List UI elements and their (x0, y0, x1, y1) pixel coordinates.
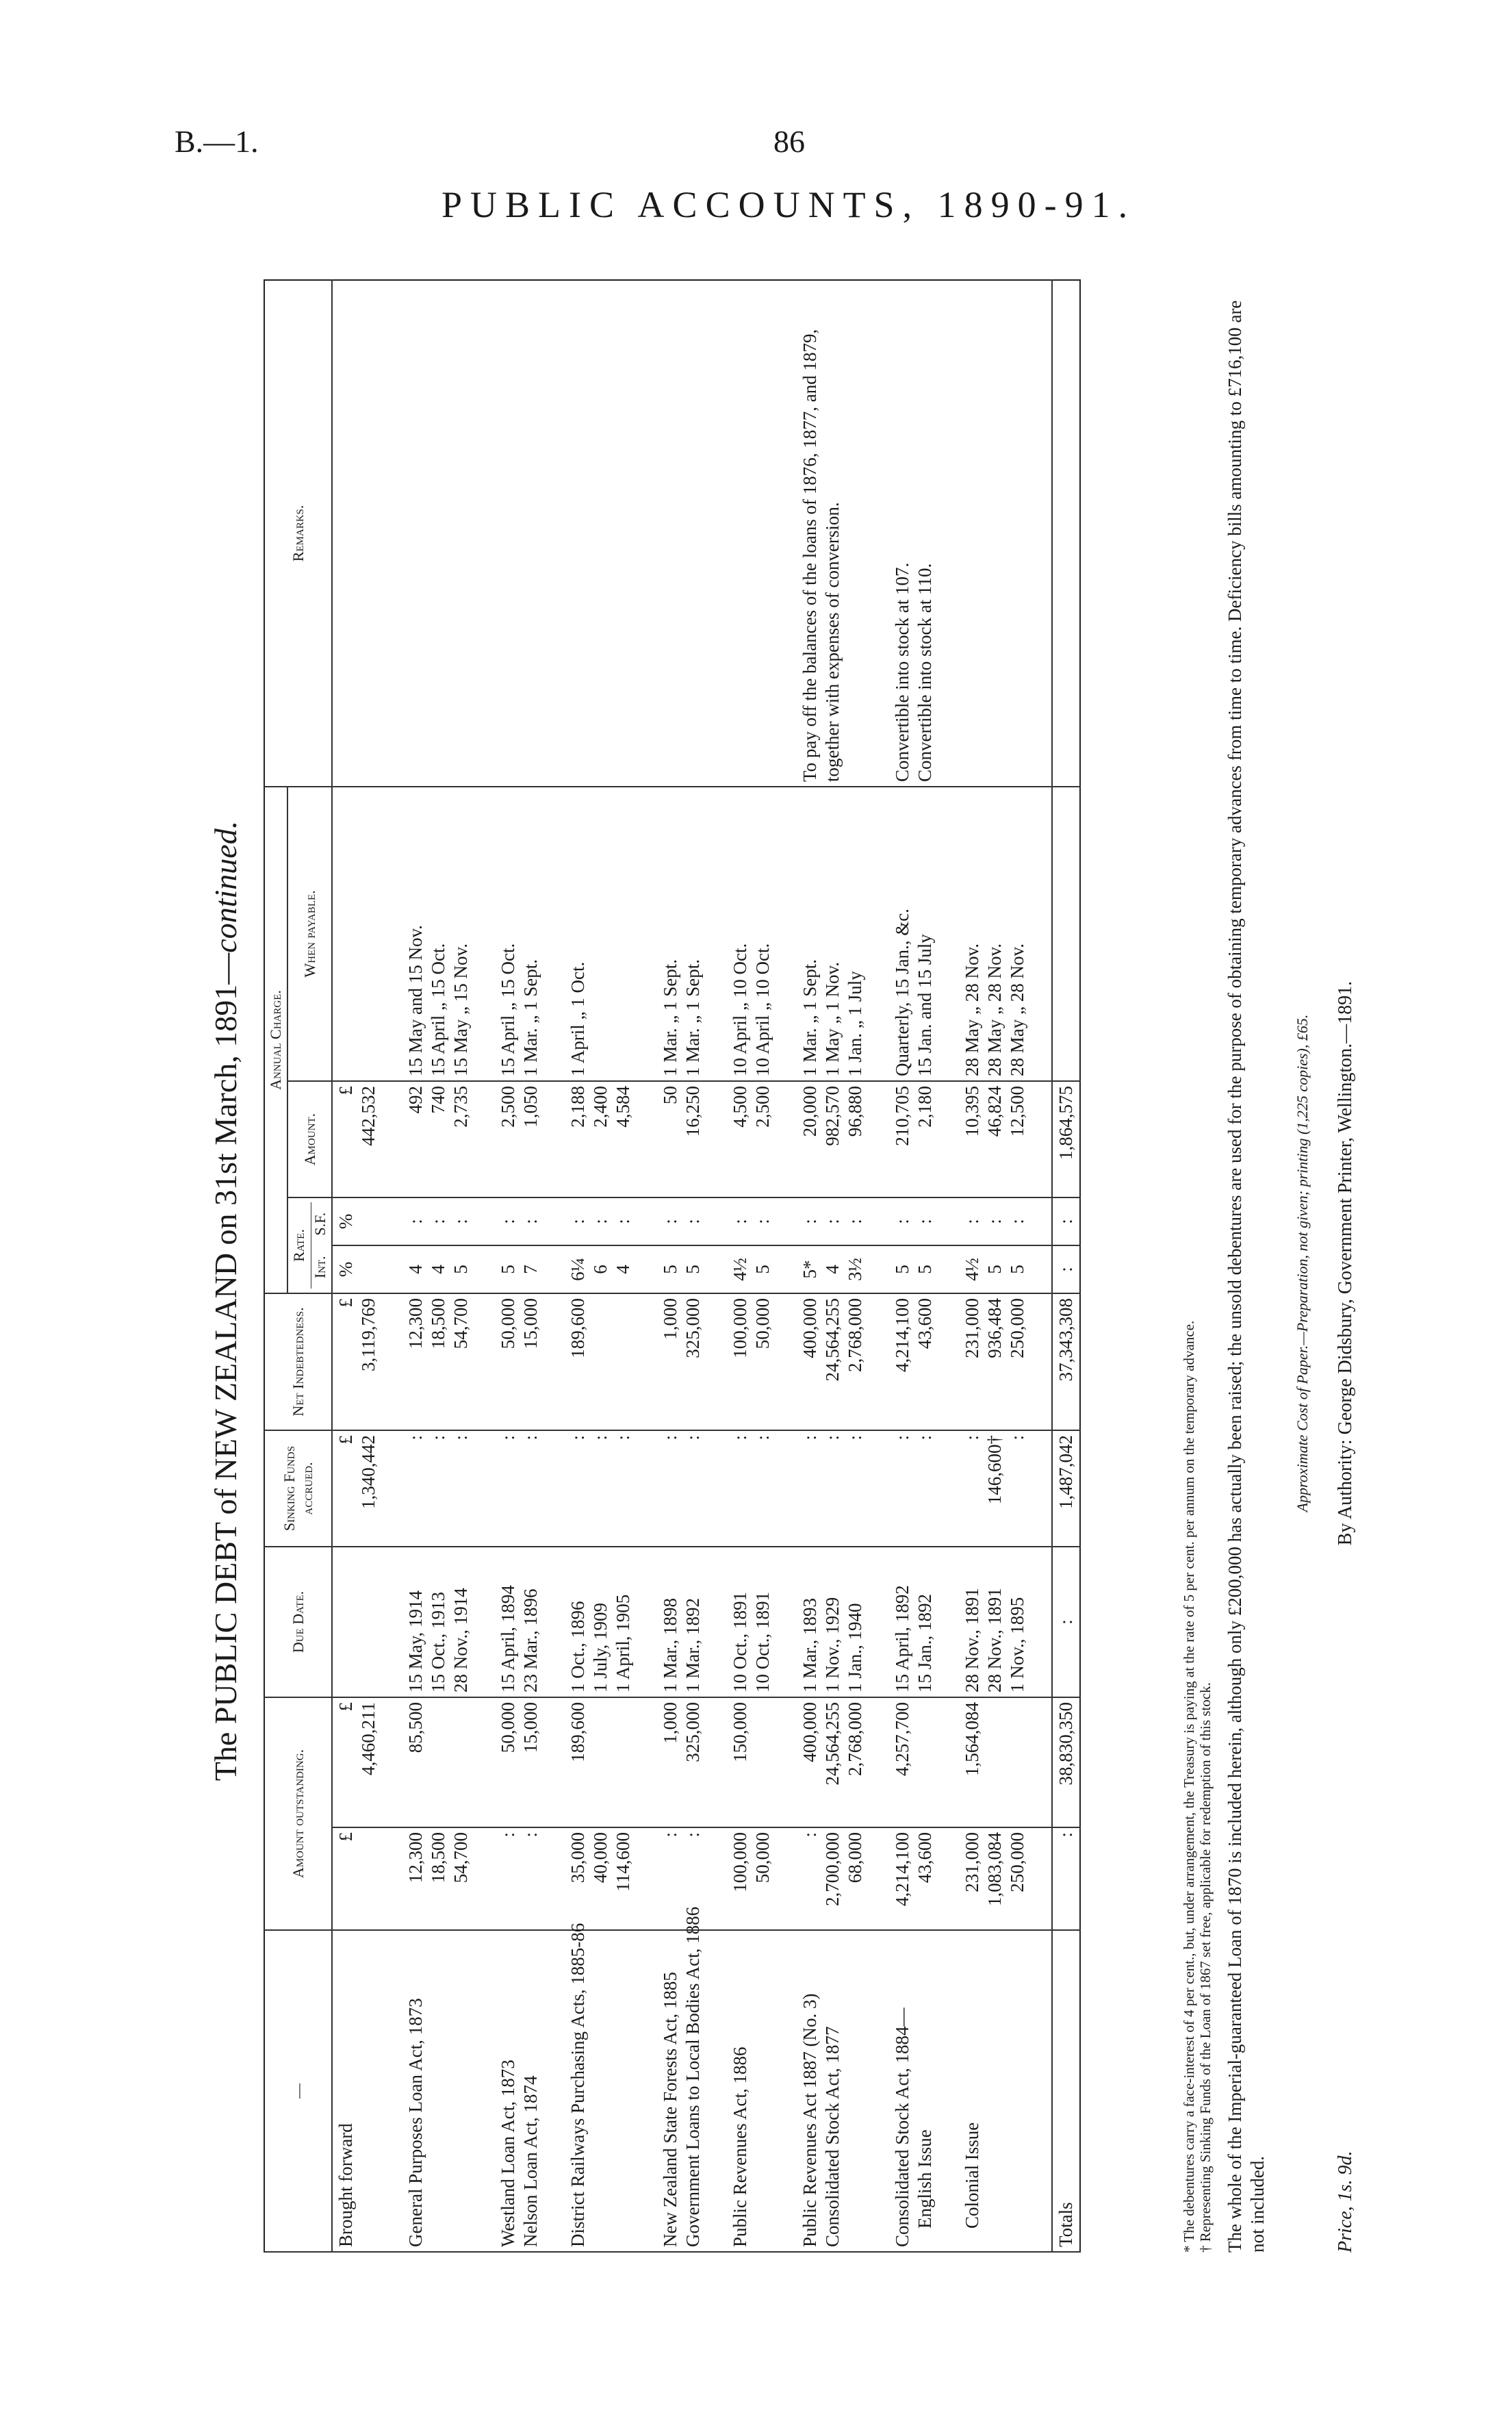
cell-total: 150,000 (727, 1697, 776, 1827)
cell-sinking: : 146,600† : (959, 1430, 1031, 1547)
cell-net: 189,600 (565, 1293, 637, 1430)
totals-remarks (1052, 280, 1080, 787)
price: Price, 1s. 9d. (1335, 2151, 1356, 2253)
table-body (332, 280, 1080, 2252)
cell-amount: 50 16,250 (657, 1081, 706, 1197)
cell-amount: 210,705 2,180 (889, 1081, 938, 1197)
cell-int: 4 4 5 (402, 1245, 474, 1293)
row-spacer (382, 280, 402, 2252)
cell-amount: 2,188 2,400 4,584 (565, 1081, 637, 1197)
cell-sinking: : : (889, 1430, 938, 1547)
table-row (402, 280, 474, 2252)
cell-remarks: Convertible into stock at 107. Convertible into stock at 110. (889, 280, 938, 787)
cell-loan: Westland Loan Act, 1873 Nelson Loan Act, 1874 (495, 1930, 544, 2252)
row-spacer (938, 280, 959, 2252)
cell-remarks (402, 280, 474, 787)
cell-parts: 100,000 50,000 (727, 1827, 776, 1930)
cell-sinking: : : : (402, 1430, 474, 1547)
cell-sf: % (332, 1197, 382, 1245)
cell-due: 1 Mar., 1898 1 Mar., 1892 (657, 1547, 706, 1697)
cell-due: 15 May, 1914 15 Oct., 1913 28 Nov., 1914 (402, 1547, 474, 1697)
table-title-main: The PUBLIC DEBT of NEW ZEALAND on 31st March, 1891— (208, 952, 243, 1782)
cell-int: 5 7 (495, 1245, 544, 1293)
header-int: Int. (311, 1256, 329, 1279)
header-amount: Amount. (287, 1081, 332, 1197)
totals-row (1052, 280, 1080, 2252)
cell-int: 6¼ 6 4 (565, 1245, 637, 1293)
header-amount-outstanding: Amount outstanding. (264, 1697, 332, 1930)
table-row (727, 280, 776, 2252)
cell-sf: : : (889, 1197, 938, 1245)
header-sinking-funds: Sinking Funds accrued. (264, 1430, 332, 1547)
cell-int: 5 5 (889, 1245, 938, 1293)
imperial-loan-note: The whole of the Imperial-guaranteed Loan of 1870 is included herein, although only £200,000 has actually been raised; the unsold debentures are used for the purpose of obtaining temporary advances from time to time. Deficiency bills amounting to £716,100 are not included. (1225, 300, 1268, 2253)
table-row (797, 280, 869, 2252)
cell-amount: 2,500 1,050 (495, 1081, 544, 1197)
cell-net: 4,214,100 43,600 (889, 1293, 938, 1430)
row-spacer (1031, 280, 1052, 2252)
row-spacer (869, 280, 889, 2252)
header-remarks: Remarks. (264, 280, 332, 787)
cell-amount: 492 740 2,735 (402, 1081, 474, 1197)
cell-when (332, 787, 382, 1081)
totals-parts: : (1052, 1827, 1080, 1930)
cell-net: 100,000 50,000 (727, 1293, 776, 1430)
header-when-payable: When payable. (287, 787, 332, 1081)
header-loan: — (264, 1930, 332, 2252)
cell-loan: General Purposes Loan Act, 1873 (402, 1930, 474, 2252)
table-row (657, 280, 706, 2252)
cell-net: 12,300 18,500 54,700 (402, 1293, 474, 1430)
cell-parts: : 2,700,000 68,000 (797, 1827, 869, 1930)
cell-total: 85,500 (402, 1697, 474, 1827)
cell-sf: : : (657, 1197, 706, 1245)
approximate-cost: Approximate Cost of Paper.—Preparation, not given; printing (1,225 copies), £65. (1294, 1014, 1311, 1512)
cell-loan: District Railways Purchasing Acts, 1885-86 (565, 1930, 637, 2252)
cell-remarks: To pay off the balances of the loans of 1876, 1877, and 1879, together with expenses of conversion. (797, 280, 869, 787)
cell-total: 189,600 (565, 1697, 637, 1827)
cell-parts: : : (657, 1827, 706, 1930)
cell-sf: : : (727, 1197, 776, 1245)
table-title (205, 377, 246, 2225)
page-number: 86 (773, 124, 805, 159)
totals-amount: 1,864,575 (1052, 1081, 1080, 1197)
row-spacer (544, 280, 565, 2252)
cell-net: £ 3,119,769 (332, 1293, 382, 1430)
cell-due: 1 Mar., 1893 1 Nov., 1929 1 Jan., 1940 (797, 1547, 869, 1697)
cell-int: 5 5 (657, 1245, 706, 1293)
cell-amount: 20,000 982,570 96,880 (797, 1081, 869, 1197)
cell-net: 400,000 24,564,255 2,768,000 (797, 1293, 869, 1430)
totals-due: : (1052, 1547, 1080, 1697)
cell-sinking: £ 1,340,442 (332, 1430, 382, 1547)
totals-loan: Totals (1052, 1930, 1080, 2252)
row-spacer (776, 280, 797, 2252)
table-row (959, 280, 1031, 2252)
cell-sf: : : : (959, 1197, 1031, 1245)
header-rate (287, 1197, 332, 1293)
cell-remarks (727, 280, 776, 787)
cell-remarks (959, 280, 1031, 787)
row-spacer (474, 280, 495, 2252)
page-code: B.—1. (175, 124, 259, 159)
totals-when (1052, 787, 1080, 1081)
cell-total: 50,000 15,000 (495, 1697, 544, 1827)
cell-parts: 12,300 18,500 54,700 (402, 1827, 474, 1930)
cell-sinking: : : (657, 1430, 706, 1547)
cell-due (332, 1547, 382, 1697)
cell-sinking: : : : (797, 1430, 869, 1547)
cell-parts: £ (332, 1827, 382, 1930)
cell-loan: Consolidated Stock Act, 1884— English Issue (889, 1930, 938, 2252)
cell-sf: : : : (565, 1197, 637, 1245)
totals-sinking: 1,487,042 (1052, 1430, 1080, 1547)
cell-when: 10 April „ 10 Oct. 10 April „ 10 Oct. (727, 787, 776, 1081)
cell-total: 1,000 325,000 (657, 1697, 706, 1827)
publication-title: PUBLIC ACCOUNTS, 1890-91. (441, 184, 1136, 225)
cell-sf: : : : (797, 1197, 869, 1245)
cell-int: 5* 4 3½ (797, 1245, 869, 1293)
cell-due: 15 April, 1894 23 Mar., 1896 (495, 1547, 544, 1697)
cell-total: £ 4,460,211 (332, 1697, 382, 1827)
cell-loan: Colonial Issue (959, 1930, 1031, 2252)
cell-when: 1 Mar. „ 1 Sept. 1 Mar. „ 1 Sept. (657, 787, 706, 1081)
cell-due: 10 Oct., 1891 10 Oct., 1891 (727, 1547, 776, 1697)
footnotes (1181, 281, 1214, 2253)
row-spacer (637, 280, 657, 2252)
cell-due: 28 Nov., 1891 28 Nov., 1891 1 Nov., 1895 (959, 1547, 1031, 1697)
row-spacer (706, 280, 727, 2252)
totals-total: 38,830,350 (1052, 1697, 1080, 1827)
cell-total: 400,000 24,564,255 2,768,000 (797, 1697, 869, 1827)
footnote-2: † Representing Sinking Funds of the Loan of 1867 set free, applicable for redemption of this stock. (1197, 1682, 1214, 2253)
cell-loan: Brought forward (332, 1930, 382, 2252)
cell-parts: 35,000 40,000 114,600 (565, 1827, 637, 1930)
cell-when: Quarterly, 15 Jan., &c. 15 Jan. and 15 July (889, 787, 938, 1081)
authority-line: By Authority: George Didsbury, Government Printer, Wellington.—1891. (1335, 980, 1356, 1546)
cell-total: 1,564,084 (959, 1697, 1031, 1827)
cell-net: 1,000 325,000 (657, 1293, 706, 1430)
cell-sf: : : : (402, 1197, 474, 1245)
cell-int: 4½ 5 5 (959, 1245, 1031, 1293)
cell-loan: Public Revenues Act, 1886 (727, 1930, 776, 2252)
public-debt-table (264, 279, 1081, 2253)
footnote-1: * The debentures carry a face-interest of 4 per cent., but, under arrangement, the Treasury is paying at the rate of 5 per cent. per annum on the temporary advance. (1181, 1320, 1197, 2253)
cell-when: 1 April „ 1 Oct. (565, 787, 637, 1081)
totals-net: 37,343,308 (1052, 1293, 1080, 1430)
header-rate-label: Rate. (290, 1229, 307, 1262)
cell-sinking: : : : (565, 1430, 637, 1547)
cell-remarks (495, 280, 544, 787)
totals-int: : (1052, 1245, 1080, 1293)
cell-when: 28 May „ 28 Nov. 28 May „ 28 Nov. 28 May „ 28 Nov. (959, 787, 1031, 1081)
rotated-table-region (205, 260, 1355, 2266)
header-due-date: Due Date. (264, 1547, 332, 1697)
header-annual-charge: Annual Charge. (264, 787, 287, 1293)
cell-remarks (565, 280, 637, 787)
cell-parts: 4,214,100 43,600 (889, 1827, 938, 1930)
cell-parts: : : (495, 1827, 544, 1930)
cell-remarks (657, 280, 706, 787)
table-row (332, 280, 382, 2252)
cell-when: 1 Mar. „ 1 Sept. 1 May „ 1 Nov. 1 Jan. „ 1 July (797, 787, 869, 1081)
cell-amount: £ 442,532 (332, 1081, 382, 1197)
cell-when: 15 May and 15 Nov. 15 April „ 15 Oct. 15 May „ 15 Nov. (402, 787, 474, 1081)
cell-net: 231,000 936,484 250,000 (959, 1293, 1031, 1430)
cell-sf: : : (495, 1197, 544, 1245)
cell-due: 15 April, 1892 15 Jan., 1892 (889, 1547, 938, 1697)
cell-sinking: : : (727, 1430, 776, 1547)
cell-due: 1 Oct., 1896 1 July, 1909 1 April, 1905 (565, 1547, 637, 1697)
cell-parts: 231,000 1,083,084 250,000 (959, 1827, 1031, 1930)
cell-int: % (332, 1245, 382, 1293)
table-row (495, 280, 544, 2252)
cell-when: 15 April „ 15 Oct. 1 Mar. „ 1 Sept. (495, 787, 544, 1081)
cell-remarks (332, 280, 382, 787)
cell-int: 4½ 5 (727, 1245, 776, 1293)
cell-total: 4,257,700 (889, 1697, 938, 1827)
totals-sf: : (1052, 1197, 1080, 1245)
header-net-indebtedness: Net Indebtedness. (264, 1293, 332, 1430)
cell-net: 50,000 15,000 (495, 1293, 544, 1430)
table-row (889, 280, 938, 2252)
header-sf: S.F. (311, 1212, 329, 1236)
cell-loan: New Zealand State Forests Act, 1885 Government Loans to Local Bodies Act, 1886 (657, 1930, 706, 2252)
cell-amount: 10,395 46,824 12,500 (959, 1081, 1031, 1197)
cell-sinking: : : (495, 1430, 544, 1547)
table-title-continued: continued. (208, 820, 243, 953)
cell-loan: Public Revenues Act 1887 (No. 3) Consolidated Stock Act, 1877 (797, 1930, 869, 2252)
cell-amount: 4,500 2,500 (727, 1081, 776, 1197)
table-row (565, 280, 637, 2252)
